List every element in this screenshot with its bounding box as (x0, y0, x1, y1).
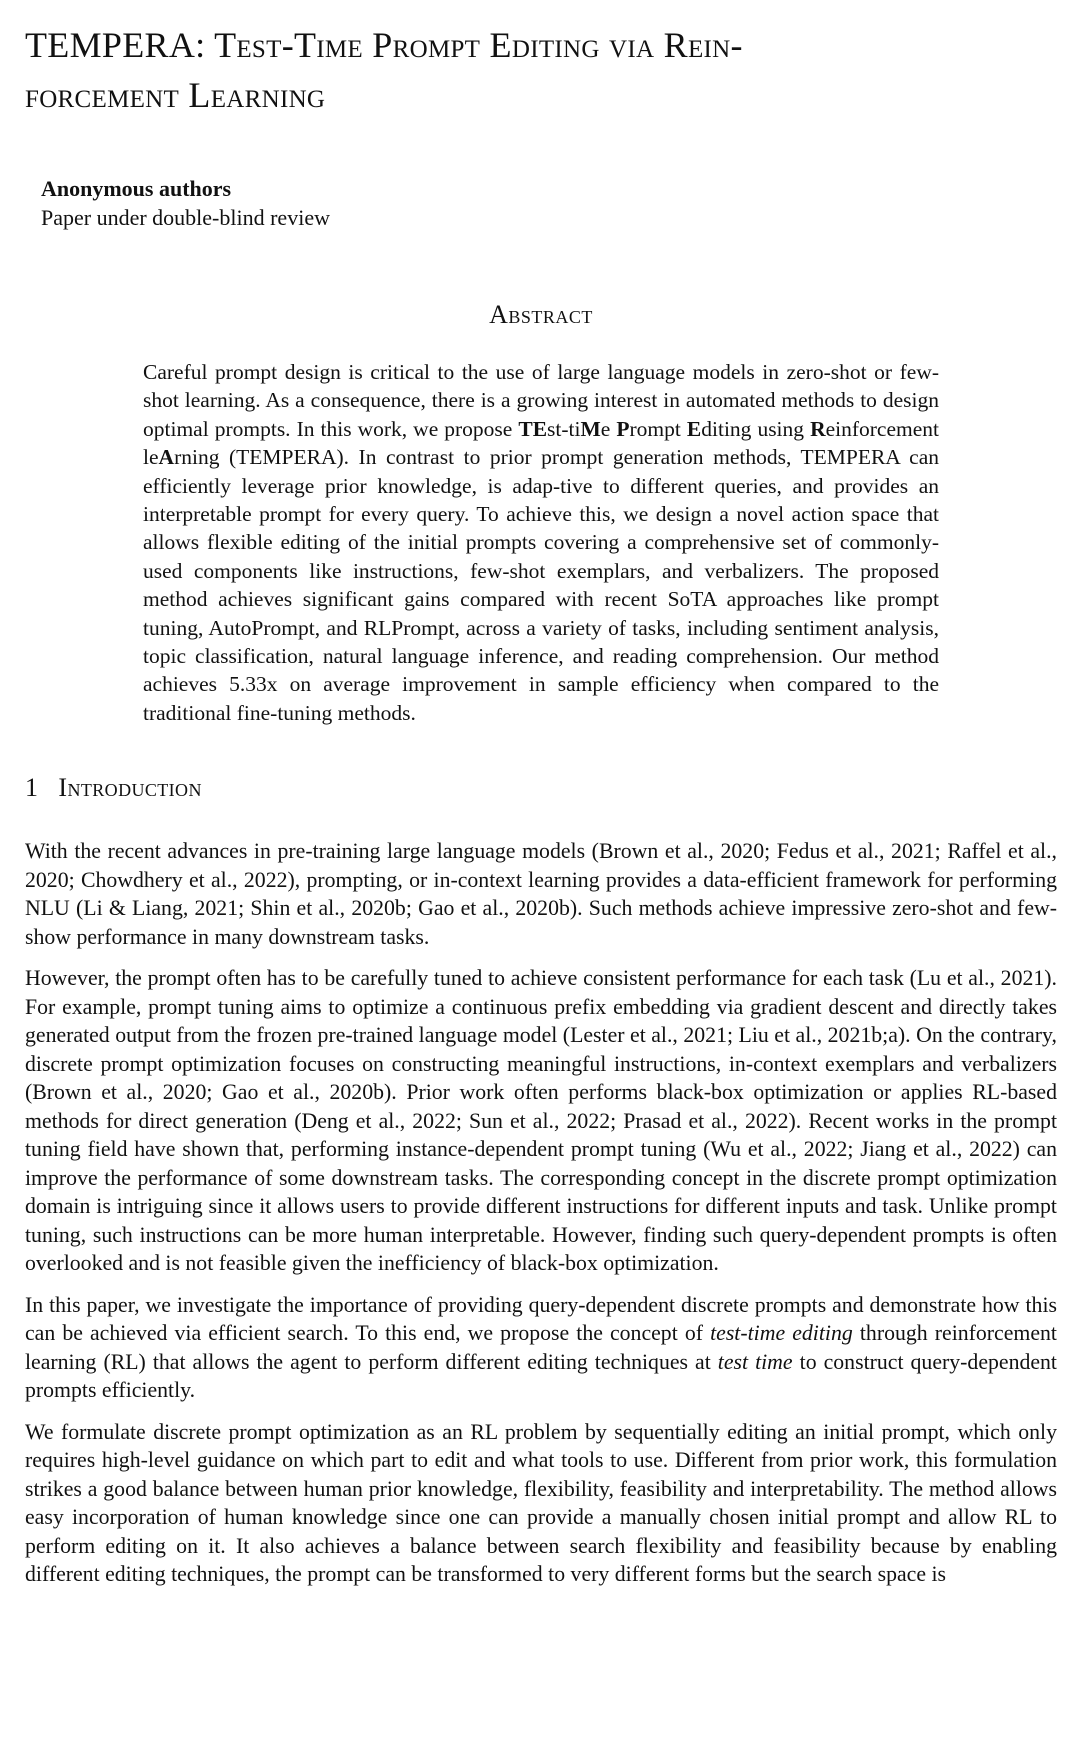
emphasis-term: test-time editing (710, 1321, 853, 1346)
abstract-text (143, 358, 939, 727)
intro-paragraph-4: We formulate discrete prompt optimization as an RL problem by sequentially editing an initial prompt, which only requires high-level guidance on which part to edit and what tools to use. Different from prior work, this formulation strikes a good balance between human prior knowledge, flexibility, feasibility and interpretability. The method allows easy incorporation of human knowledge since one can provide a manually chosen initial prompt and allow RL to perform editing on it. It also achieves a balance between search flexibility and feasibility because by enabling different editing techniques, the prompt can be transformed to very different forms but the search space is (25, 1419, 1057, 1587)
author-block (41, 174, 1057, 232)
section-number: 1 (25, 773, 39, 803)
abstract-text-part: rning (TEMPERA). In contrast to prior prompt generation methods, TEMPERA can efficiently leverage prior knowledge, is adap-tive to different queries, and provides an interpretable prompt for every query. To achieve this, we design a novel action space that allows flexible editing of the initial prompts covering a comprehensive set of commonly-used components like instructions, few-shot exemplars, and verbalizers. The proposed method achieves significant gains compared with recent SoTA approaches like prompt tuning, AutoPrompt, and RLPrompt, across a variety of tasks, including sentiment analysis, topic classification, natural language inference, and reading comprehension. Our method achieves 5.33x on average improvement in sample efficiency when compared to the traditional fine-tuning methods. (143, 445, 939, 725)
intro-paragraph-2: However, the prompt often has to be carefully tuned to achieve consistent performance for each task (Lu et al., 2021). For example, prompt tuning aims to optimize a continuous prefix embedding via gradient descent and directly takes generated output from the frozen pre-trained language model (Lester et al., 2021; Liu et al., 2021b;a). On the contrary, discrete prompt optimization focuses on constructing meaningful instructions, in-context exemplars and verbalizers (Brown et al., 2020; Gao et al., 2020b). Prior work often performs black-box optimization or applies RL-based methods for direct generation (Deng et al., 2022; Sun et al., 2022; Prasad et al., 2022). Recent works in the prompt tuning field have shown that, performing instance-dependent prompt tuning (Wu et al., 2022; Jiang et al., 2022) can improve the performance of some downstream tasks. The corresponding concept in the discrete prompt optimization domain is intriguing since it allows users to provide different instructions for different inputs and task. Unlike prompt tuning, such instructions can be more human interpretable. However, finding such query-dependent prompts is often overlooked and is not feasible given the inefficiency of black-box optimization. (25, 966, 1057, 1276)
abstract-acronym-letter: R (810, 416, 826, 441)
abstract-acronym-letter: E (686, 416, 702, 441)
intro-paragraph-3 (25, 1291, 1057, 1405)
abstract-text-part: st-ti (547, 416, 581, 441)
section-title: Introduction (58, 773, 202, 803)
abstract-heading: Abstract (489, 300, 593, 329)
paragraph-text-part: through reinforcement learning (RL) that allows the agent to perform different editing techniques at (25, 1321, 1057, 1374)
abstract-text-part: diting using (701, 416, 811, 441)
paper-title-line-2: forcement Learning (25, 75, 326, 115)
paper-title-line-1: TEMPERA: Test-Time Prompt Editing via Rein- (25, 25, 743, 65)
abstract-acronym-letter: A (158, 445, 175, 470)
abstract-acronym-letter: M (580, 416, 601, 441)
author-name: Anonymous authors (41, 176, 232, 201)
emphasis-term: test time (717, 1349, 793, 1374)
intro-paragraph-1: With the recent advances in pre-training large language models (Brown et al., 2020; Fedus et al., 2021; Raffel et al., 2020; Chowdhery et al., 2022), prompting, or in-context learning provides a data-efficient framework for performing NLU (Li & Liang, 2021; Shin et al., 2020b; Gao et al., 2020b). Such methods achieve impressive zero-shot and few-show performance in many downstream tasks. (25, 839, 1057, 949)
abstract-acronym-letter: P (616, 416, 630, 441)
abstract-text-part: Careful prompt design is critical to the use of large language models in zero-shot or few-shot learning. As a consequence, there is a growing interest in automated methods to design optimal prompts. In this work, we propose (143, 360, 939, 441)
author-affiliation: Paper under double-blind review (41, 205, 330, 230)
abstract-text-part: rompt (629, 416, 687, 441)
abstract-acronym-letter: TE (518, 416, 548, 441)
paragraph-text-part: to construct query-dependent prompts efficiently. (25, 1349, 1057, 1403)
abstract-text-part: e (600, 416, 617, 441)
abstract-text-part: einforcement le (143, 416, 940, 470)
paragraph-text-part: In this paper, we investigate the importance of providing query-dependent discrete prompts and demonstrate how this can be achieved via efficient search. To this end, we propose the concept of (25, 1292, 1057, 1346)
paper-title (25, 20, 1057, 120)
section-heading-introduction (25, 773, 1057, 803)
